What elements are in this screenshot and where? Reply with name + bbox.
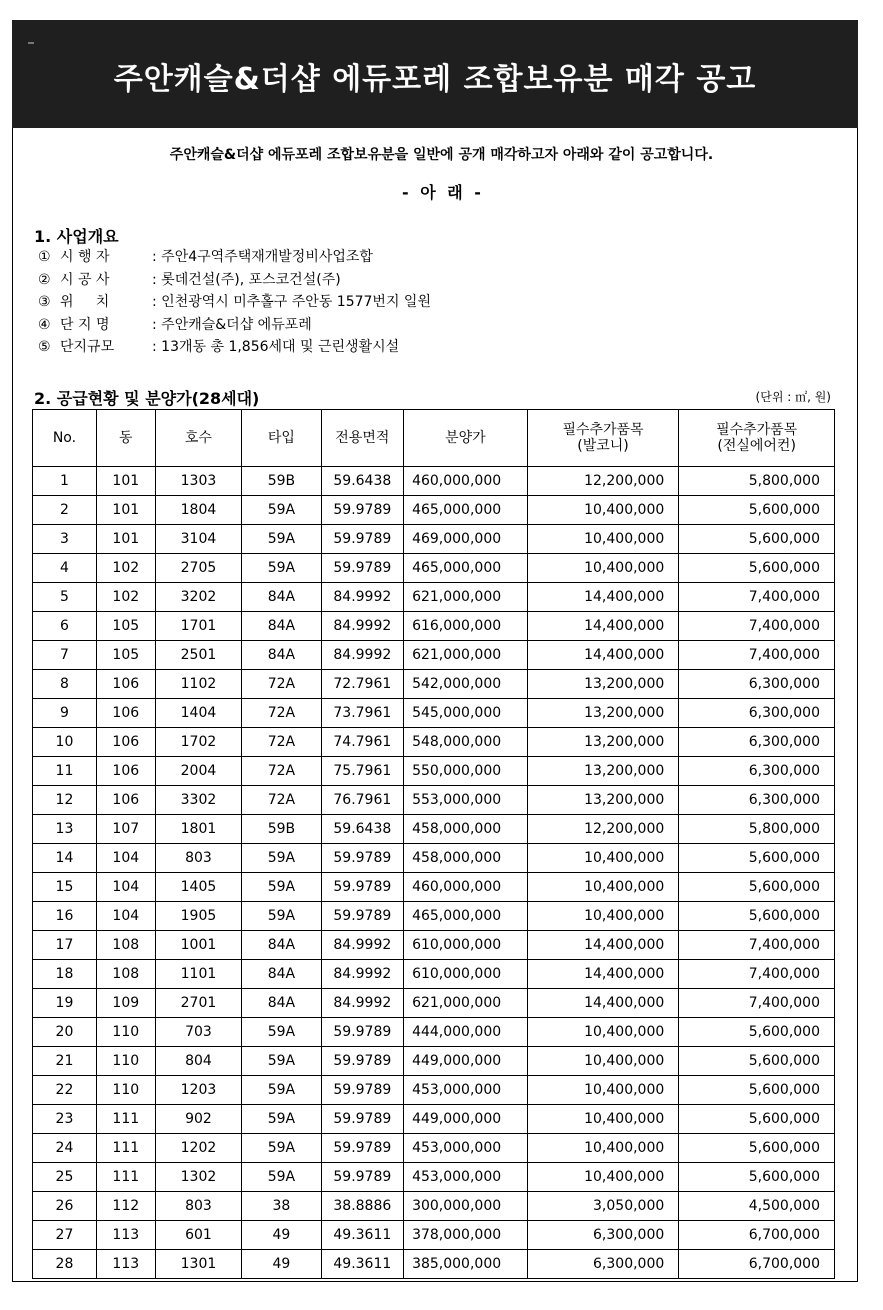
supply-section-title: 2. 공급현황 및 분양가(28세대) — [34, 389, 260, 408]
table-header-row — [33, 410, 835, 467]
cell-unit: 2701 — [155, 989, 242, 1018]
cell-dong: 111 — [96, 1163, 155, 1192]
cell-no: 1 — [33, 467, 97, 496]
cell-unit: 1404 — [155, 699, 242, 728]
cell-no: 8 — [33, 670, 97, 699]
cell-no: 7 — [33, 641, 97, 670]
cell-unit: 1202 — [155, 1134, 242, 1163]
cell-area: 59.9789 — [321, 1047, 403, 1076]
table-row — [33, 641, 835, 670]
cell-balcony: 10,400,000 — [527, 1163, 679, 1192]
cell-unit: 2501 — [155, 641, 242, 670]
table-row — [33, 960, 835, 989]
cell-no: 15 — [33, 873, 97, 902]
cell-unit: 1303 — [155, 467, 242, 496]
cell-dong: 110 — [96, 1047, 155, 1076]
cell-unit: 3202 — [155, 583, 242, 612]
cell-balcony: 3,050,000 — [527, 1192, 679, 1221]
cell-no: 20 — [33, 1018, 97, 1047]
table-row — [33, 496, 835, 525]
cell-type: 59B — [242, 815, 321, 844]
cell-dong: 106 — [96, 728, 155, 757]
cell-dong: 113 — [96, 1250, 155, 1279]
cell-dong: 106 — [96, 699, 155, 728]
table-row — [33, 612, 835, 641]
cell-price: 621,000,000 — [404, 583, 528, 612]
col-header-unit: 호수 — [155, 410, 242, 467]
cell-aircon: 5,600,000 — [679, 1163, 835, 1192]
cell-aircon: 5,600,000 — [679, 1047, 835, 1076]
cell-type: 84A — [242, 641, 321, 670]
col-header-area: 전용면적 — [321, 410, 403, 467]
cell-price: 610,000,000 — [404, 960, 528, 989]
cell-aircon: 7,400,000 — [679, 612, 835, 641]
cell-type: 38 — [242, 1192, 321, 1221]
cell-dong: 113 — [96, 1221, 155, 1250]
cell-no: 14 — [33, 844, 97, 873]
cell-type: 49 — [242, 1250, 321, 1279]
cell-price: 548,000,000 — [404, 728, 528, 757]
header-line: 필수추가품목 — [562, 422, 644, 438]
table-row — [33, 1105, 835, 1134]
cell-type: 84A — [242, 989, 321, 1018]
cell-no: 12 — [33, 786, 97, 815]
cell-unit: 1302 — [155, 1163, 242, 1192]
subheading: - 아 래 - — [402, 183, 481, 202]
cell-dong: 108 — [96, 931, 155, 960]
cell-type: 59A — [242, 1076, 321, 1105]
cell-type: 84A — [242, 960, 321, 989]
cell-price: 458,000,000 — [404, 844, 528, 873]
cell-dong: 112 — [96, 1192, 155, 1221]
cell-dong: 101 — [96, 496, 155, 525]
cell-type: 72A — [242, 728, 321, 757]
cell-area: 59.9789 — [321, 525, 403, 554]
cell-type: 59A — [242, 1105, 321, 1134]
cell-type: 84A — [242, 612, 321, 641]
cell-unit: 804 — [155, 1047, 242, 1076]
item-number: ④ — [38, 316, 51, 333]
cell-balcony: 10,400,000 — [527, 1047, 679, 1076]
cell-dong: 105 — [96, 641, 155, 670]
overview-item — [38, 314, 431, 337]
cell-area: 59.9789 — [321, 1134, 403, 1163]
cell-type: 59A — [242, 844, 321, 873]
col-header-type: 타입 — [242, 410, 321, 467]
cell-no: 28 — [33, 1250, 97, 1279]
cell-unit: 803 — [155, 844, 242, 873]
cell-dong: 108 — [96, 960, 155, 989]
cell-type: 59A — [242, 1047, 321, 1076]
cell-no: 13 — [33, 815, 97, 844]
cell-dong: 104 — [96, 902, 155, 931]
item-value: : 인천광역시 미추홀구 주안동 1577번지 일원 — [152, 294, 431, 310]
cell-unit: 1804 — [155, 496, 242, 525]
cell-area: 59.9789 — [321, 873, 403, 902]
cell-unit: 703 — [155, 1018, 242, 1047]
cell-area: 59.9789 — [321, 1105, 403, 1134]
cell-dong: 107 — [96, 815, 155, 844]
cell-dong: 106 — [96, 757, 155, 786]
cell-balcony: 14,400,000 — [527, 989, 679, 1018]
cell-no: 18 — [33, 960, 97, 989]
cell-balcony: 6,300,000 — [527, 1250, 679, 1279]
cell-aircon: 6,700,000 — [679, 1250, 835, 1279]
cell-price: 545,000,000 — [404, 699, 528, 728]
cell-aircon: 5,600,000 — [679, 1105, 835, 1134]
table-row — [33, 1163, 835, 1192]
cell-no: 6 — [33, 612, 97, 641]
item-label: 단지규모 — [60, 339, 115, 355]
cell-no: 3 — [33, 525, 97, 554]
cell-aircon: 5,600,000 — [679, 496, 835, 525]
cell-balcony: 10,400,000 — [527, 1076, 679, 1105]
cell-price: 465,000,000 — [404, 902, 528, 931]
cell-aircon: 5,600,000 — [679, 1018, 835, 1047]
item-number: ⑤ — [38, 339, 51, 355]
item-number: ② — [38, 271, 51, 288]
cell-price: 553,000,000 — [404, 786, 528, 815]
cell-unit: 1001 — [155, 931, 242, 960]
cell-unit: 3104 — [155, 525, 242, 554]
table-row — [33, 1047, 835, 1076]
cell-no: 10 — [33, 728, 97, 757]
cell-no: 2 — [33, 496, 97, 525]
cell-type: 59B — [242, 467, 321, 496]
cell-aircon: 5,800,000 — [679, 467, 835, 496]
item-label: 단 지 명 — [60, 316, 110, 333]
item-number: ① — [38, 249, 51, 265]
table-row — [33, 873, 835, 902]
table-body — [33, 467, 835, 1279]
item-value: : 13개동 총 1,856세대 및 근린생활시설 — [152, 339, 400, 355]
table-row — [33, 1250, 835, 1279]
table-row — [33, 815, 835, 844]
cell-aircon: 5,600,000 — [679, 1076, 835, 1105]
cell-area: 49.3611 — [321, 1221, 403, 1250]
cell-type: 84A — [242, 583, 321, 612]
cell-unit: 1702 — [155, 728, 242, 757]
cell-price: 458,000,000 — [404, 815, 528, 844]
cell-balcony: 10,400,000 — [527, 525, 679, 554]
cell-aircon: 5,600,000 — [679, 525, 835, 554]
cell-dong: 101 — [96, 525, 155, 554]
cell-area: 59.9789 — [321, 844, 403, 873]
cell-unit: 1203 — [155, 1076, 242, 1105]
cell-no: 21 — [33, 1047, 97, 1076]
cell-price: 453,000,000 — [404, 1163, 528, 1192]
header-line: (발코니) — [577, 438, 629, 454]
cell-balcony: 14,400,000 — [527, 960, 679, 989]
overview-item — [38, 269, 431, 292]
col-header-dong: 동 — [96, 410, 155, 467]
cell-dong: 110 — [96, 1018, 155, 1047]
cell-aircon: 5,600,000 — [679, 873, 835, 902]
cell-type: 59A — [242, 902, 321, 931]
cell-price: 449,000,000 — [404, 1047, 528, 1076]
cell-no: 5 — [33, 583, 97, 612]
cell-price: 460,000,000 — [404, 467, 528, 496]
cell-dong: 111 — [96, 1134, 155, 1163]
header-line: 필수추가품목 — [716, 422, 798, 438]
cell-area: 59.9789 — [321, 496, 403, 525]
cell-balcony: 10,400,000 — [527, 902, 679, 931]
cell-dong: 106 — [96, 670, 155, 699]
title-banner — [12, 20, 858, 128]
table-row — [33, 728, 835, 757]
table-row — [33, 554, 835, 583]
cell-balcony: 12,200,000 — [527, 467, 679, 496]
cell-area: 59.9789 — [321, 1018, 403, 1047]
item-value: : 주안4구역주택재개발정비사업조합 — [152, 249, 373, 265]
table-row — [33, 1076, 835, 1105]
cell-price: 300,000,000 — [404, 1192, 528, 1221]
cell-price: 449,000,000 — [404, 1105, 528, 1134]
cell-area: 84.9992 — [321, 931, 403, 960]
table-row — [33, 1192, 835, 1221]
cell-aircon: 5,600,000 — [679, 1134, 835, 1163]
table-row — [33, 902, 835, 931]
cell-type: 59A — [242, 1134, 321, 1163]
cell-unit: 601 — [155, 1221, 242, 1250]
cell-no: 19 — [33, 989, 97, 1018]
cell-dong: 102 — [96, 554, 155, 583]
intro-text: 주안캐슬&더샵 에듀포레 조합보유분을 일반에 공개 매각하고자 아래와 같이 공고합니다. — [169, 147, 714, 163]
cell-type: 72A — [242, 699, 321, 728]
cell-no: 24 — [33, 1134, 97, 1163]
cell-type: 72A — [242, 670, 321, 699]
cell-aircon: 7,400,000 — [679, 583, 835, 612]
cell-area: 59.9789 — [321, 1076, 403, 1105]
table-row — [33, 467, 835, 496]
table-row — [33, 786, 835, 815]
cell-unit: 2705 — [155, 554, 242, 583]
cell-aircon: 5,600,000 — [679, 844, 835, 873]
table-row — [33, 525, 835, 554]
cell-balcony: 10,400,000 — [527, 496, 679, 525]
cell-type: 72A — [242, 757, 321, 786]
cell-balcony: 10,400,000 — [527, 873, 679, 902]
cell-price: 378,000,000 — [404, 1221, 528, 1250]
cell-balcony: 13,200,000 — [527, 728, 679, 757]
table-row — [33, 757, 835, 786]
cell-price: 444,000,000 — [404, 1018, 528, 1047]
cell-balcony: 10,400,000 — [527, 844, 679, 873]
cell-aircon: 7,400,000 — [679, 641, 835, 670]
cell-aircon: 4,500,000 — [679, 1192, 835, 1221]
cell-no: 11 — [33, 757, 97, 786]
cell-price: 453,000,000 — [404, 1076, 528, 1105]
cell-type: 59A — [242, 525, 321, 554]
table-row — [33, 670, 835, 699]
cell-price: 610,000,000 — [404, 931, 528, 960]
page-title: 주안캐슬&더샵 에듀포레 조합보유분 매각 공고 — [113, 62, 757, 97]
cell-area: 49.3611 — [321, 1250, 403, 1279]
cell-balcony: 6,300,000 — [527, 1221, 679, 1250]
cell-type: 49 — [242, 1221, 321, 1250]
cell-dong: 109 — [96, 989, 155, 1018]
table-row — [33, 989, 835, 1018]
cell-unit: 2004 — [155, 757, 242, 786]
item-label: 시 공 사 — [60, 271, 110, 288]
cell-area: 74.7961 — [321, 728, 403, 757]
cell-balcony: 10,400,000 — [527, 554, 679, 583]
cell-type: 59A — [242, 554, 321, 583]
item-label: 시 행 자 — [60, 249, 110, 265]
overview-item — [38, 291, 431, 314]
cell-area: 59.6438 — [321, 815, 403, 844]
cell-dong: 105 — [96, 612, 155, 641]
table-row — [33, 583, 835, 612]
cell-no: 4 — [33, 554, 97, 583]
cell-dong: 102 — [96, 583, 155, 612]
cell-balcony: 14,400,000 — [527, 612, 679, 641]
cell-dong: 104 — [96, 844, 155, 873]
cell-aircon: 6,300,000 — [679, 699, 835, 728]
cell-type: 59A — [242, 1018, 321, 1047]
cell-type: 84A — [242, 931, 321, 960]
cell-balcony: 14,400,000 — [527, 641, 679, 670]
cell-type: 59A — [242, 1163, 321, 1192]
table-row — [33, 1221, 835, 1250]
table-row — [33, 1134, 835, 1163]
cell-area: 72.7961 — [321, 670, 403, 699]
cell-unit: 1701 — [155, 612, 242, 641]
cell-price: 465,000,000 — [404, 496, 528, 525]
cell-balcony: 13,200,000 — [527, 786, 679, 815]
col-header-balcony — [527, 410, 679, 467]
cell-type: 59A — [242, 873, 321, 902]
cell-price: 469,000,000 — [404, 525, 528, 554]
cell-balcony: 13,200,000 — [527, 699, 679, 728]
cell-price: 453,000,000 — [404, 1134, 528, 1163]
cell-balcony: 10,400,000 — [527, 1134, 679, 1163]
table-row — [33, 844, 835, 873]
cell-balcony: 12,200,000 — [527, 815, 679, 844]
cell-dong: 104 — [96, 873, 155, 902]
cell-price: 621,000,000 — [404, 641, 528, 670]
cell-area: 75.7961 — [321, 757, 403, 786]
table-row — [33, 1018, 835, 1047]
cell-area: 84.9992 — [321, 641, 403, 670]
cell-no: 9 — [33, 699, 97, 728]
cell-price: 621,000,000 — [404, 989, 528, 1018]
cell-unit: 1101 — [155, 960, 242, 989]
col-header-aircon — [679, 410, 835, 467]
cell-type: 59A — [242, 496, 321, 525]
cell-area: 84.9992 — [321, 989, 403, 1018]
unit-note: (단위 : ㎡, 원) — [755, 390, 831, 404]
cell-aircon: 6,700,000 — [679, 1221, 835, 1250]
table-row — [33, 699, 835, 728]
cell-area: 59.6438 — [321, 467, 403, 496]
cell-aircon: 5,600,000 — [679, 902, 835, 931]
cell-unit: 1801 — [155, 815, 242, 844]
cell-aircon: 6,300,000 — [679, 757, 835, 786]
cell-type: 72A — [242, 786, 321, 815]
cell-aircon: 6,300,000 — [679, 786, 835, 815]
item-number: ③ — [38, 294, 51, 310]
col-header-no: No. — [33, 410, 97, 467]
cell-no: 23 — [33, 1105, 97, 1134]
cell-area: 76.7961 — [321, 786, 403, 815]
cell-aircon: 7,400,000 — [679, 960, 835, 989]
cell-price: 385,000,000 — [404, 1250, 528, 1279]
cell-balcony: 14,400,000 — [527, 931, 679, 960]
cell-area: 59.9789 — [321, 1163, 403, 1192]
overview-item — [38, 246, 431, 269]
cell-area: 84.9992 — [321, 583, 403, 612]
cell-unit: 3302 — [155, 786, 242, 815]
cell-no: 25 — [33, 1163, 97, 1192]
cell-area: 38.8886 — [321, 1192, 403, 1221]
cell-no: 27 — [33, 1221, 97, 1250]
cell-price: 460,000,000 — [404, 873, 528, 902]
cell-price: 465,000,000 — [404, 554, 528, 583]
cell-area: 73.7961 — [321, 699, 403, 728]
cell-area: 59.9789 — [321, 554, 403, 583]
cell-unit: 1905 — [155, 902, 242, 931]
cell-no: 17 — [33, 931, 97, 960]
cell-unit: 1102 — [155, 670, 242, 699]
cell-unit: 803 — [155, 1192, 242, 1221]
header-line: (전실에어컨) — [717, 438, 796, 454]
cell-aircon: 5,600,000 — [679, 554, 835, 583]
cell-unit: 1405 — [155, 873, 242, 902]
cell-price: 616,000,000 — [404, 612, 528, 641]
cell-no: 22 — [33, 1076, 97, 1105]
banner-corner-mark — [28, 42, 34, 44]
supply-table — [32, 409, 835, 1279]
cell-no: 26 — [33, 1192, 97, 1221]
overview-list — [38, 246, 431, 359]
cell-dong: 106 — [96, 786, 155, 815]
cell-area: 84.9992 — [321, 960, 403, 989]
cell-area: 84.9992 — [321, 612, 403, 641]
cell-dong: 111 — [96, 1105, 155, 1134]
table-row — [33, 931, 835, 960]
cell-area: 59.9789 — [321, 902, 403, 931]
item-value: : 주안캐슬&더샵 에듀포레 — [152, 316, 312, 333]
cell-unit: 902 — [155, 1105, 242, 1134]
item-label: 위 치 — [60, 294, 110, 310]
cell-price: 542,000,000 — [404, 670, 528, 699]
cell-aircon: 7,400,000 — [679, 931, 835, 960]
cell-balcony: 10,400,000 — [527, 1018, 679, 1047]
cell-balcony: 14,400,000 — [527, 583, 679, 612]
cell-dong: 101 — [96, 467, 155, 496]
overview-item — [38, 336, 431, 359]
cell-no: 16 — [33, 902, 97, 931]
cell-unit: 1301 — [155, 1250, 242, 1279]
cell-balcony: 13,200,000 — [527, 670, 679, 699]
overview-section-title: 1. 사업개요 — [34, 227, 119, 246]
cell-balcony: 10,400,000 — [527, 1105, 679, 1134]
cell-aircon: 6,300,000 — [679, 670, 835, 699]
cell-aircon: 6,300,000 — [679, 728, 835, 757]
col-header-price: 분양가 — [404, 410, 528, 467]
cell-dong: 110 — [96, 1076, 155, 1105]
cell-balcony: 13,200,000 — [527, 757, 679, 786]
cell-aircon: 7,400,000 — [679, 989, 835, 1018]
item-value: : 롯데건설(주), 포스코건설(주) — [152, 271, 341, 288]
cell-price: 550,000,000 — [404, 757, 528, 786]
cell-aircon: 5,800,000 — [679, 815, 835, 844]
